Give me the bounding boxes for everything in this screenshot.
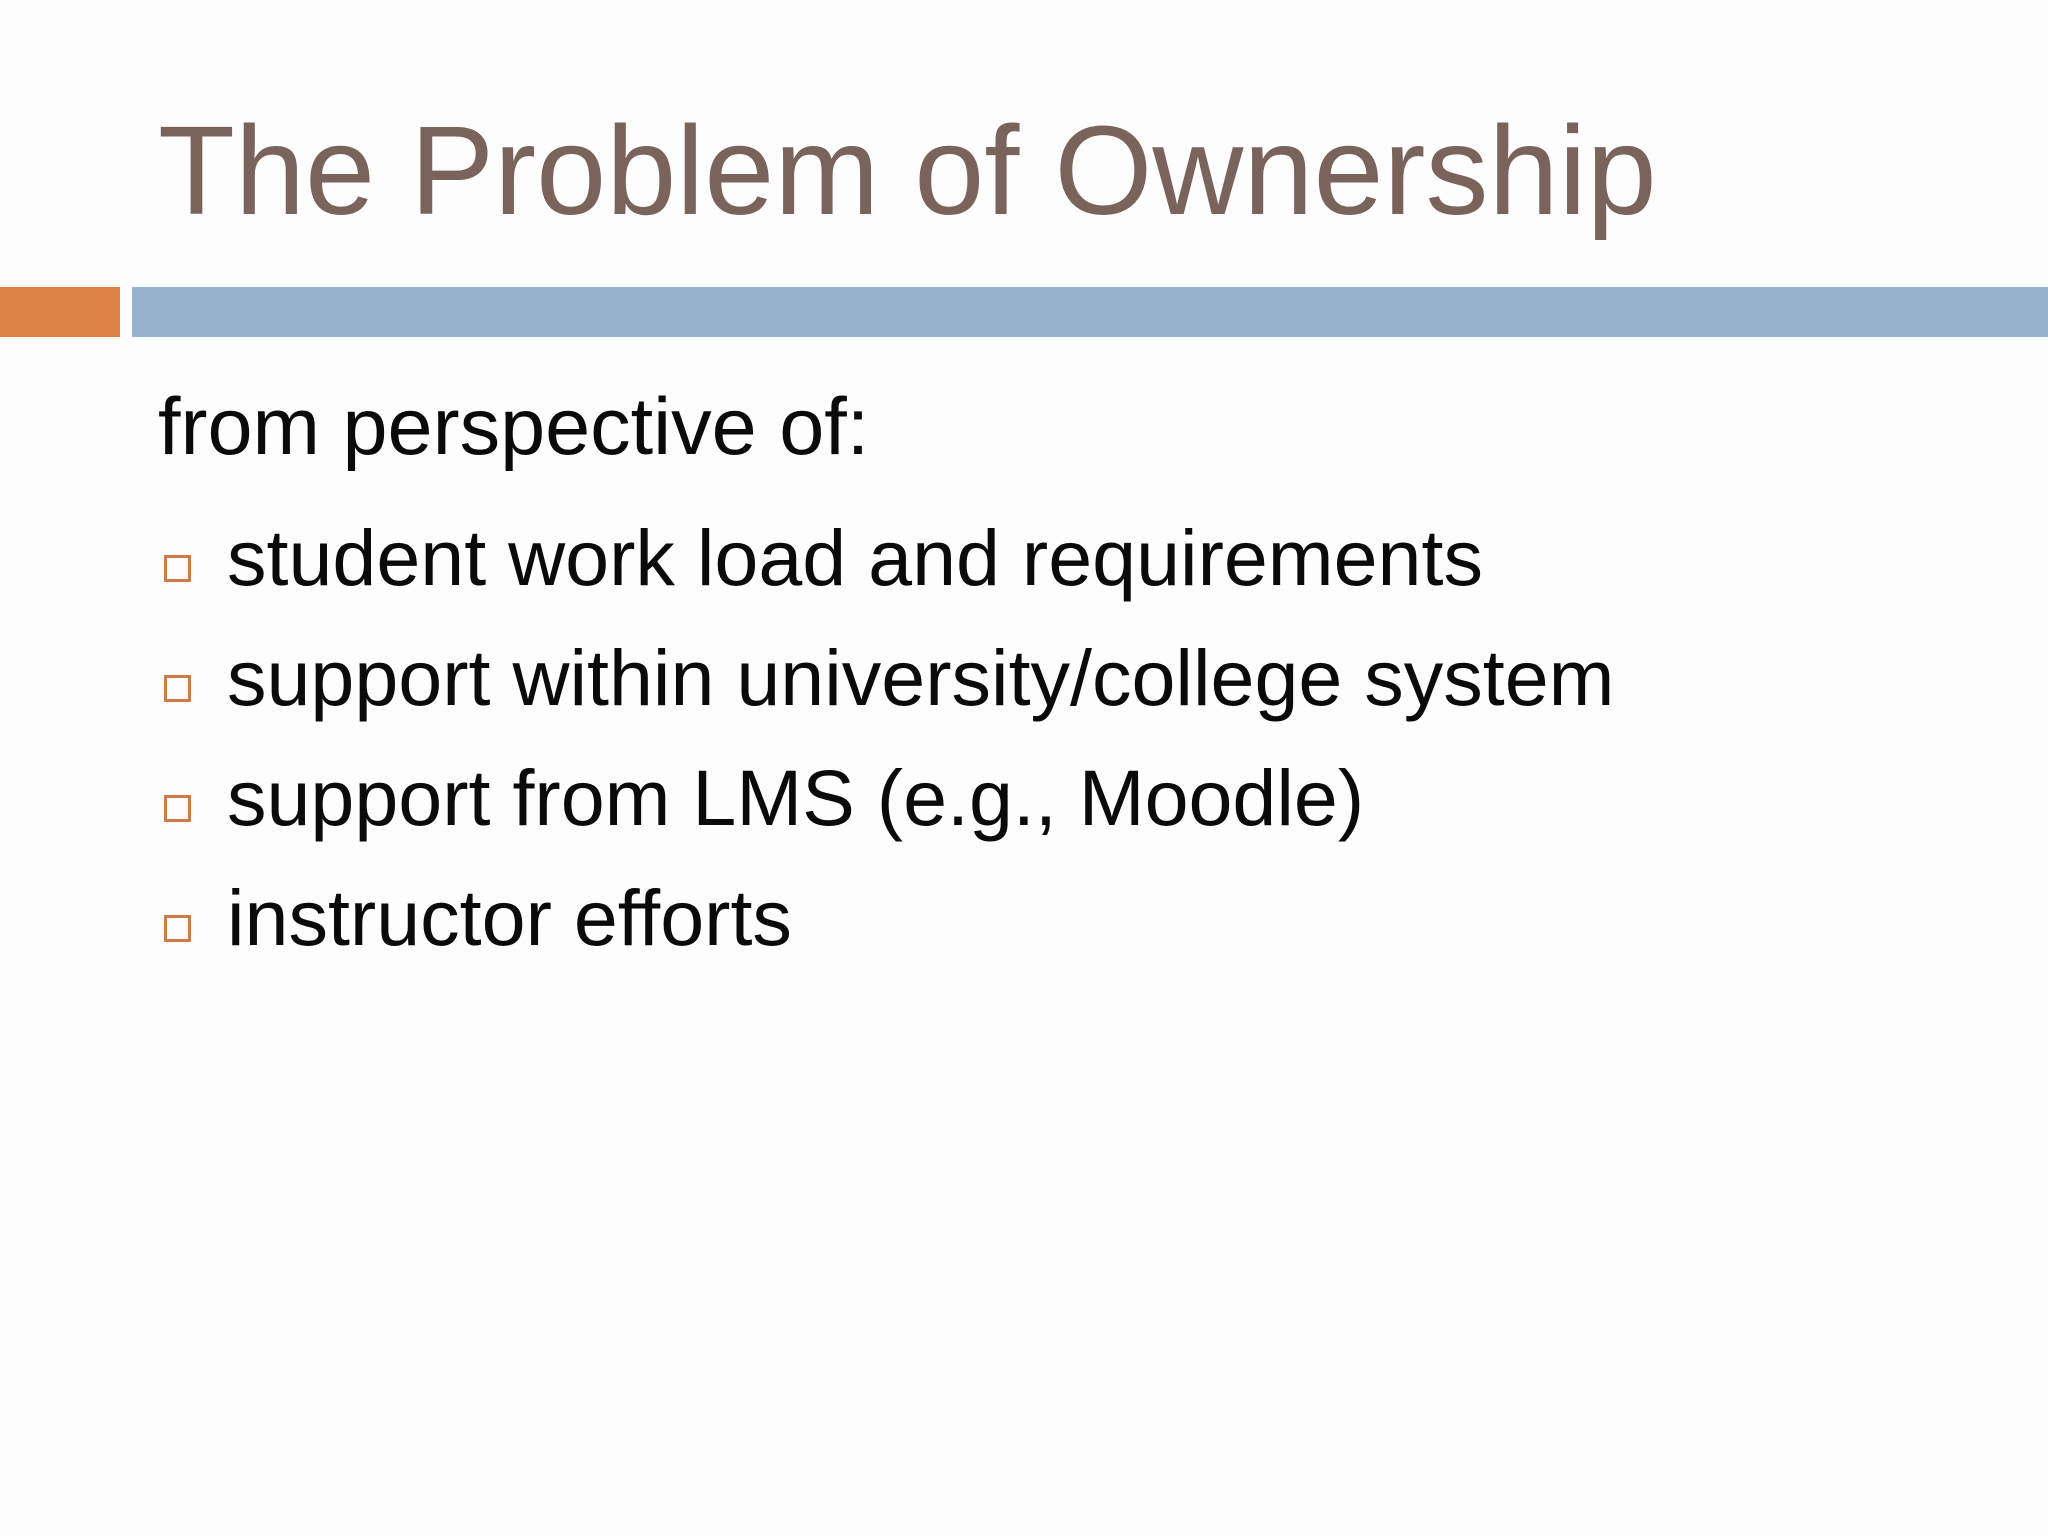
bullet-item: [158, 858, 1614, 978]
intro-text: from perspective of:: [158, 382, 870, 472]
bullet-item: [158, 498, 1614, 618]
hollow-square-bullet-icon: [164, 555, 191, 582]
bullet-text: support within university/college system: [227, 633, 1615, 722]
bullet-text: support from LMS (e.g., Moodle): [227, 753, 1365, 842]
bullet-item: [158, 618, 1614, 738]
hollow-square-bullet-icon: [164, 795, 191, 822]
slide-title: The Problem of Ownership: [158, 100, 1657, 241]
bullet-item: [158, 738, 1614, 858]
accent-bar-blue: [132, 287, 2048, 337]
hollow-square-bullet-icon: [164, 675, 191, 702]
bullet-text: student work load and requirements: [227, 513, 1483, 602]
hollow-square-bullet-icon: [164, 915, 191, 942]
bullet-text: instructor efforts: [227, 873, 792, 962]
accent-bar-orange: [0, 287, 120, 337]
bullet-list: [158, 498, 1614, 978]
